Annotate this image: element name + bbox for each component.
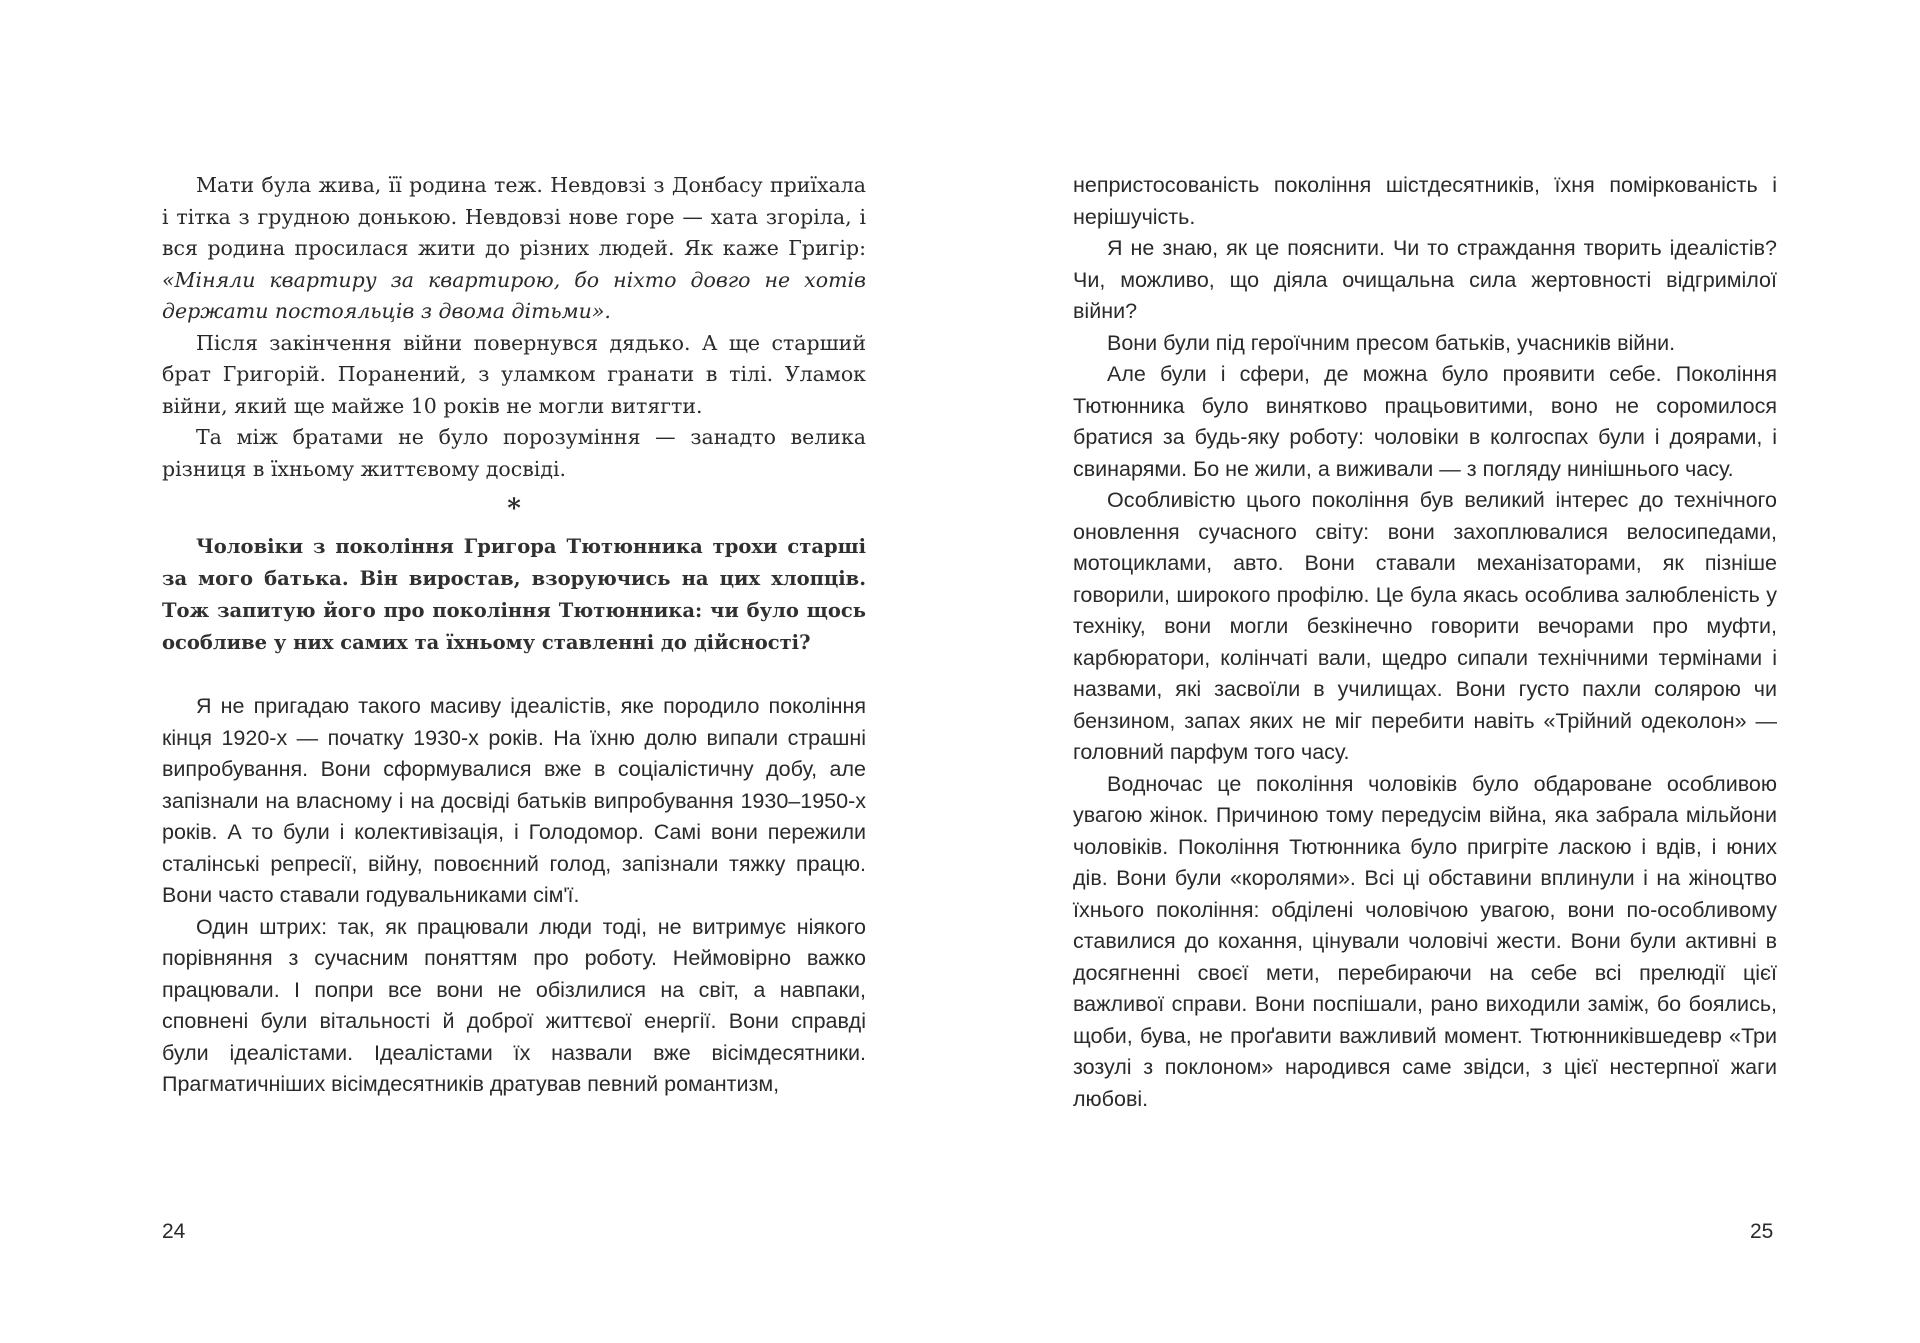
paragraph — [162, 170, 866, 328]
interview-question: Чоловіки з покоління Григора Тютюнника трохи старші за мого батька. Він виростав, взоруючись на цих хлопців. Тож запитую його про покоління Тютюнника: чи було щось особливе у них самих та їхньому ставленні до дійсності? — [162, 535, 866, 654]
paragraph: Вони були під героїчним пресом батьків, учасників війни. — [1107, 330, 1676, 355]
section-separator: * — [507, 494, 521, 524]
paragraph: Та між братами не було порозуміння — занадто велика різниця в їхньому життєвому досвіді. — [162, 425, 866, 481]
paragraph: Я не знаю, як це пояснити. Чи то страждання творить ідеалістів? Чи, можливо, що діяла очищальна сила жертовності відгримілої війни? — [1073, 236, 1777, 323]
paragraph: Я не пригадаю такого масиву ідеалістів, яке породило покоління кінця 1920-х — початку 1930-х років. На їхню долю випали страшні випробування. Вони сформувалися вже в соціалістичну добу, але запізнали на власному і на досвіді батьків випробування 1930–1950-х років. А то були і колективізація, і Голодомор. Самі вони пережили сталінські репресії, війну, повоєнний голод, запізнали тяжку працю. Вони часто ставали годувальниками сім'ї. — [162, 694, 866, 907]
quote: «Міняли квартиру за квартирою, бо ніхто довго не хотів держати постояльців з двома дітьми». — [162, 267, 866, 323]
paragraph: непристосованість покоління шістдесятників, їхня поміркованість і нерішучість. — [1073, 173, 1777, 229]
paragraph: Один штрих: так, як працювали люди тоді, не витримує ніякого порівняння з сучасним поняттям про роботу. Неймовірно важко працювали. І попри все вони не обізлилися на світ, а навпаки, сповнені були вітальності й доброї життєвої енергії. Вони справді були ідеалістами. Ідеалістами їх назвали вже вісімдесятники. Прагматичніших вісімдесятників дратував певний романтизм, — [162, 914, 866, 1096]
right-text-column — [1073, 170, 1777, 1115]
paragraph-lead: Мати була жива, її родина теж. Невдовзі з Донбасу приїхала і тітка з грудною донькою. Невдовзі нове горе — хата згоріла, і вся родина просилася жити до різних людей. Як каже Григір: — [162, 173, 866, 260]
paragraph: Після закінчення війни повернувся дядько. А ще старший брат Григорій. Поранений, з уламком гранати в тілі. Уламок війни, який ще майже 10 років не могли витягти. — [162, 330, 866, 418]
left-text-column — [162, 170, 866, 1101]
page-number: 25 — [1750, 1220, 1774, 1243]
paragraph: Водночас це покоління чоловіків було обдароване особливою увагою жінок. Причиною тому передусім війна, яка забрала мільйони чоловіків. Покоління Тютюнника було пригріте ласкою і вдів, і юних дів. Вони були «королями». Всі ці обставини вплинули і на жіноцтво їхнього покоління: обділені чоловічою увагою, вони по-особливому ставилися до кохання, цінували чоловічі жести. Вони були активні в досягненні своєї мети, перебираючи на себе всі прелюдії цієї важливої справи. Вони поспішали, рано виходили заміж, бо боялись, щоби, бува, не проґавити важливий момент. Тютюнниківшедевр «Три зозулі з поклоном» народився саме звідси, з цієї нестерпної жаги любові. — [1073, 771, 1777, 1111]
right-page — [960, 0, 1920, 1343]
paragraph: Але були і сфери, де можна було проявити себе. Покоління Тютюнника було винятково працьовитими, воно не соромилося братися за будь-яку роботу: чоловіки в колгоспах були і доярами, і свинарями. Бо не жили, а виживали — з погляду нинішнього часу. — [1073, 362, 1777, 481]
paragraph: Особливістю цього покоління був великий інтерес до технічного оновлення сучасного світу: вони захоплювалися велосипедами, мотоциклами, авто. Вони ставали механізаторами, як пізніше говорили, широкого профілю. Це була якась особлива залюбленість у техніку, вони могли безкінечно говорити вечорами про муфти, карбюратори, колінчаті вали, щедро сипали технічними термінами і назвами, які засвоїли в училищах. Вони густо пахли солярою чи бензином, запах яких не міг перебити навіть «Трійний одеколон» — головний парфум того часу. — [1073, 488, 1777, 764]
page-number: 24 — [162, 1220, 186, 1243]
